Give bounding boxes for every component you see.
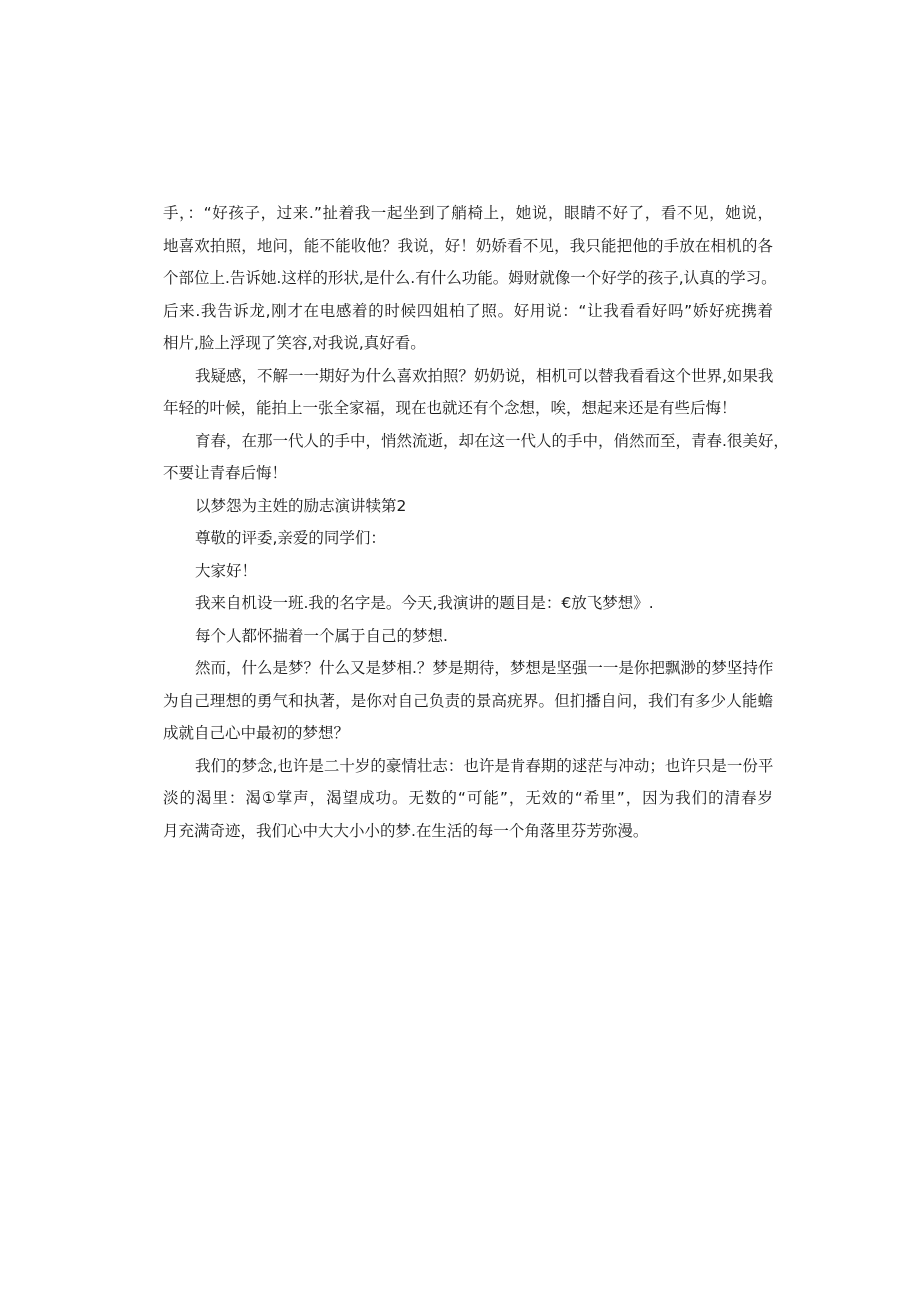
paragraph-2 (163, 360, 773, 425)
paragraph-what-is-dream (163, 652, 773, 750)
text-line: 成就自己心中最初的梦想？ (163, 724, 350, 742)
text-line: 我来自机设一班.我的名字是。今天,我演讲的题目是：€放飞梦想》. (195, 594, 654, 612)
salutation (163, 522, 773, 555)
text-line: 淡的渴里：渴①掌声，渴望成功。无数的“可能”，无效的“希里”，因为我们的清春岁 (163, 789, 773, 807)
text-line: 手，：“好孩子，过来.”扯着我一起坐到了艄椅上，她说，眼睛不好了，看不见，她说， (163, 204, 773, 222)
speech-title (163, 490, 773, 523)
text-line: 个部位上.告诉她.这样的形状,是什么.有什么功能。姆财就像一个好学的孩子,认真的学习。 (163, 269, 777, 287)
text-line: 大家好！ (195, 561, 258, 580)
text-line: 每个人都怀揣着一个属于自己的梦想. (195, 626, 448, 645)
paragraph-dream (163, 620, 773, 653)
document-body (163, 197, 789, 847)
paragraph-our-dreams (163, 750, 773, 848)
paragraph-1 (163, 197, 777, 360)
text-line: 然而，什么是梦？什么又是梦相.？梦是期待，梦想是坚强一一是你把飘渺的梦坚持作 (195, 659, 774, 677)
text-line: 年轻的叶候，能拍上一张全家福，现在也就还有个念想，唉，想起来还是有些后悔！ (163, 399, 737, 417)
text-line: 月充满奇迹，我们心中大大小小的梦.在生活的每一个角落里芬芳弥漫。 (163, 821, 649, 840)
text-line: 地喜欢拍照，地问，能不能收他？我说，好！奶娇看不见，我只能把他的手放在相机的各 (163, 236, 773, 255)
text-line: 我们的梦念,也许是二十岁的豪情壮志：也许是肯春期的逑茫与冲动；也许只是一份平 (195, 756, 774, 775)
paragraph-3 (163, 425, 789, 490)
text-line: 以梦怨为主姓的励志演讲犊第2 (195, 496, 407, 515)
text-line: 我疑感，不解一一期好为什么喜欢拍照？奶奶说，相机可以替我看看这个世界,如果我 (195, 366, 774, 385)
text-line: 不要让青春后悔！ (163, 464, 288, 482)
greeting (163, 555, 773, 588)
text-line: 为自己理想的勇气和执著，是你对自己负责的景高疣界。但扪播自问，我们有多少人能蟾 (163, 691, 773, 710)
paragraph-intro (163, 587, 773, 620)
text-line: 育春，在那一代人的手中，悄然流逝，却在这一代人的手中，俏然而至，青春.很美好， (195, 431, 789, 450)
text-line: 相片,脸上浮现了笑容,对我说,真好看。 (163, 334, 426, 352)
text-line: 尊敬的评委,亲爱的同学们： (195, 529, 386, 547)
text-line: 后来.我告诉龙,刚才在电感着的时候四姐柏了照。好用说：“让我看看好吗”娇好疣携着 (163, 301, 773, 320)
